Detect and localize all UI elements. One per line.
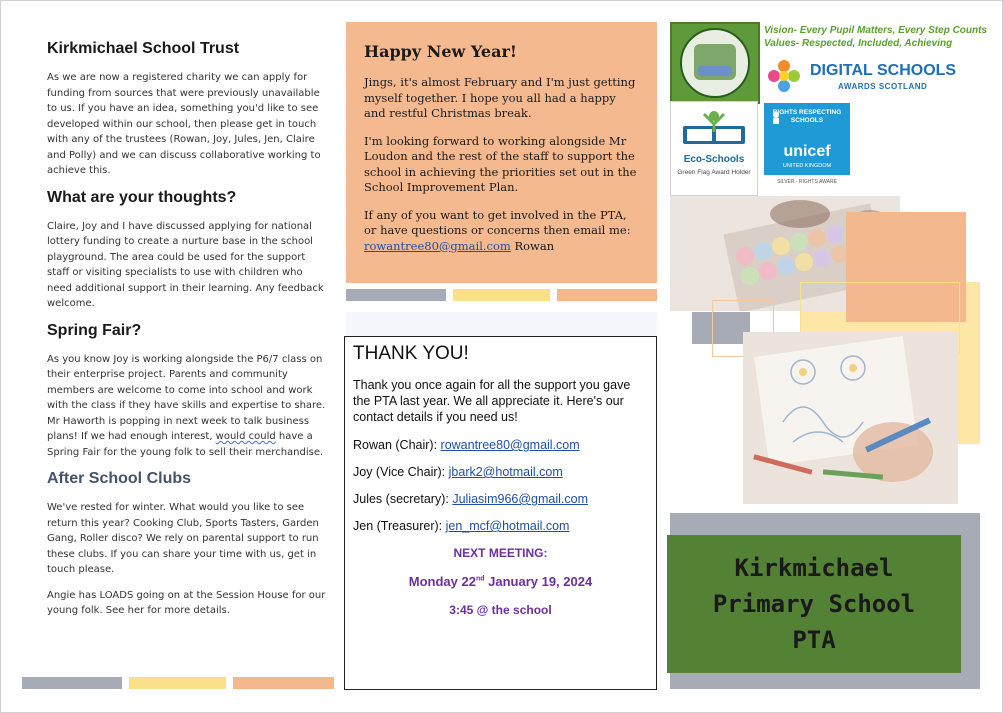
fair-text-part1: As you know Joy is working alongside the P6/7 class on their enterprise project. Parents and community members are welcome to come into school and work with the class if they have skills and expertise to share. Mr Haworth is popping in next week to talk business plans! If we had enough interest,: [47, 353, 326, 442]
contact-role: Jen (Treasurer):: [353, 519, 446, 533]
crest-water: [698, 66, 732, 76]
fair-text-part2: have a Spring Fair for the young folk to sell their merchandise.: [47, 431, 324, 458]
values-line: Values- Respected, Included, Achieving: [764, 38, 953, 49]
contact-role: Joy (Vice Chair):: [353, 465, 449, 479]
contact-row: [353, 438, 648, 452]
rights-respecting-text: RIGHTS RESPECTING SCHOOLS: [772, 109, 842, 124]
thank-you-box: [344, 336, 657, 690]
left-column: [47, 40, 327, 629]
contact-row: [353, 492, 648, 506]
eco-schools-logo: [670, 101, 758, 196]
eco-schools-title: Eco-Schools: [683, 154, 745, 165]
contact-row: [353, 465, 648, 479]
drawing-photo: [743, 332, 958, 504]
clubs-heading: After School Clubs: [47, 470, 192, 487]
angie-text: Angie has LOADS going on at the Session House for our young folk. See her for more details.: [47, 589, 326, 616]
bar-gray: [346, 289, 446, 301]
trust-heading: Kirkmichael School Trust: [47, 40, 240, 57]
school-logo: [670, 22, 760, 104]
blank-panel: [346, 312, 657, 336]
meeting-day: Monday 22: [408, 574, 476, 589]
contact-email-link[interactable]: jbark2@hotmail.com: [448, 465, 563, 479]
new-year-box: [346, 22, 657, 283]
digital-schools-title: DIGITAL SCHOOLS: [810, 62, 957, 79]
next-meeting-label: NEXT MEETING:: [453, 546, 548, 560]
new-year-p2: I'm looking forward to working alongside Mr Loudon and the rest of the staff to support the school in achieving the priorities set out in the School Improvement Plan.: [364, 133, 637, 194]
unicef-strip: SILVER - RIGHTS AWARE: [764, 175, 850, 189]
thoughts-text: Claire, Joy and I have discussed applying for national lottery funding to create a nurture base in the school playground. The area could be used for the support staff or visiting specialists to use with children who need additional support in their learning. Any feedback welcome.: [47, 220, 324, 309]
fair-heading: Spring Fair?: [47, 321, 142, 339]
trust-text: As we are now a registered charity we can apply for funding from sources that were previously unavailable to us. If you have an idea, something you'd like to see developed within our school, then please get in touch with any of the trustees (Rowan, Joy, Jules, Jen, Claire and Polly) and we can discuss collaborative working to achieve this.: [47, 72, 321, 176]
new-year-p3-text: If any of you want to get involved in the PTA, or have questions or concerns then email me:: [364, 207, 631, 237]
contact-email-link[interactable]: rowantree80@gmail.com: [440, 438, 580, 452]
unicef-word: unicef: [783, 143, 831, 160]
clubs-text: We've rested for winter. What would you like to see return this year? Cooking Club, Sports Tasters, Garden Gang, Roller disco? We rely on parental support to run these clubs. If you can share your time with us, get in touch please.: [47, 502, 319, 575]
digital-schools-logo: [764, 58, 974, 94]
rowan-email-link[interactable]: rowantree80@gmail.com: [364, 238, 511, 253]
thank-you-intro: Thank you once again for all the support you gave the PTA last year. We all appreciate it. Here's our contact details if you need us!: [353, 378, 631, 424]
new-year-sign: Rowan: [510, 238, 555, 253]
meeting-date: January 19, 2024: [484, 574, 593, 589]
bar-gray: [22, 677, 122, 689]
thank-you-title: THANK YOU!: [353, 343, 469, 364]
new-year-title: Happy New Year!: [364, 42, 517, 61]
bar-yellow: [129, 677, 226, 689]
eco-schools-icon: [671, 102, 757, 154]
next-meeting-time: 3:45 @ the school: [449, 603, 552, 617]
meeting-day-suffix: nd: [475, 575, 485, 583]
new-year-p3: [364, 208, 639, 255]
contact-email-link[interactable]: jen_mcf@hotmail.com: [445, 519, 570, 533]
digital-schools-icon: [764, 58, 804, 94]
digital-schools-sub: AWARDS SCOTLAND: [838, 82, 928, 91]
thoughts-heading: What are your thoughts?: [47, 188, 237, 206]
fair-text: [47, 352, 327, 461]
fair-text-typo: would could: [215, 431, 276, 442]
contact-row: [353, 519, 648, 533]
bar-yellow: [453, 289, 550, 301]
bar-peach: [557, 289, 657, 301]
drawing-photo-image: [743, 332, 958, 504]
middle-bars: [346, 289, 657, 301]
eco-schools-sub: Green Flag Award Holder: [677, 169, 751, 176]
contact-email-link[interactable]: Juliasim966@gmail.com: [452, 492, 588, 506]
pta-title-box: [667, 535, 961, 673]
pta-title: Kirkmichael Primary School PTA: [712, 554, 916, 654]
new-year-p1: Jings, it's almost February and I'm just getting myself together. I hope you all had a happy and restful Christmas break.: [364, 75, 636, 120]
contact-role: Jules (secretary):: [353, 492, 453, 506]
unicef-logo: [764, 103, 850, 189]
bar-peach: [233, 677, 334, 689]
vision-line: Vision- Every Pupil Matters, Every Step Counts: [764, 25, 988, 36]
vision-values: [764, 24, 987, 50]
next-meeting-date: [353, 574, 648, 589]
unicef-uk: UNITED KINGDOM: [782, 163, 832, 169]
school-crest: [680, 28, 750, 98]
contact-role: Rowan (Chair):: [353, 438, 441, 452]
left-footer-bars: [22, 677, 334, 689]
